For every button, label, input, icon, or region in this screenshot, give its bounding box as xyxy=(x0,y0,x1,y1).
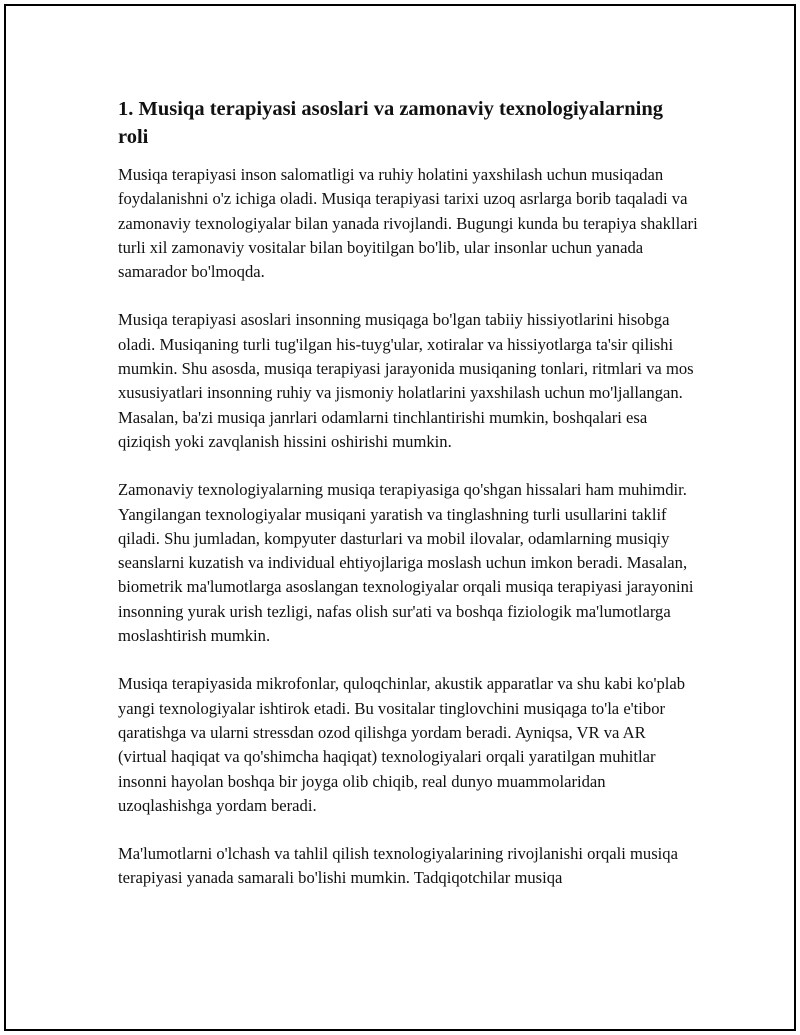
section-heading: 1. Musiqa terapiyasi asoslari va zamonaviy texnologiyalarning roli xyxy=(118,98,663,148)
document-body xyxy=(118,95,698,915)
paragraph-5: Ma'lumotlarni o'lchash va tahlil qilish texnologiyalarining rivojlanishi orqali musiqa terapiyasi yanada samarali bo'lishi mumkin. Tadqiqotchilar musiqa xyxy=(118,844,678,888)
paragraph-4: Musiqa terapiyasida mikrofonlar, quloqchinlar, akustik apparatlar va shu kabi ko'plab yangi texnologiyalar ishtirok etadi. Bu vositalar tinglovchini musiqaga to'la e'tibor qaratishga va ularni stressdan ozod qilishga yordam beradi. Ayniqsa, VR va AR (virtual haqiqat va qo'shimcha haqiqat) texnologiyalari orqali yaratilgan muhitlar insonni hayolan boshqa bir joyga olib chiqib, real dunyo muammolaridan uzoqlashishga yordam beradi. xyxy=(118,674,686,815)
paragraph-2: Musiqa terapiyasi asoslari insonning musiqaga bo'lgan tabiiy hissiyotlarini hisobga oladi. Musiqaning turli tug'ilgan his-tuyg'ular, xotiralar va hissiyotlarga ta'sir qilishi mumkin. Shu asosda, musiqa terapiyasi jarayonida musiqaning tonlari, ritmlari va mos xususiyatlari insonning ruhiy va jismoniy holatlarini yaxshilash uchun mo'ljallangan. Masalan, ba'zi musiqa janrlari odamlarni tinchlantirishi mumkin, boshqalari esa qiziqish yoki zavqlanish hissini oshirishi mumkin. xyxy=(118,310,694,451)
paragraph-3: Zamonaviy texnologiyalarning musiqa terapiyasiga qo'shgan hissalari ham muhimdir. Yangilangan texnologiyalar musiqani yaratish va tinglashning turli usullarini taklif qiladi. Shu jumladan, kompyuter dasturlari va mobil ilovalar, odamlarning musiqiy seanslarni kuzatish va individual ehtiyojlariga moslash uchun imkon beradi. Masalan, biometrik ma'lumotlarga asoslangan texnologiyalar orqali musiqa terapiyasi jarayonini insonning yurak urish tezligi, nafas olish sur'ati va boshqa fiziologik ma'lumotlarga moslashtirish mumkin. xyxy=(118,480,694,646)
paragraph-1: Musiqa terapiyasi inson salomatligi va ruhiy holatini yaxshilash uchun musiqadan foydalanishni o'z ichiga oladi. Musiqa terapiyasi tarixi uzoq asrlarga borib taqaladi va zamonaviy texnologiyalar bilan yanada rivojlandi. Bugungi kunda bu terapiya shakllari turli xil zamonaviy vositalar bilan boyitilgan bo'lib, ular insonlar uchun yanada samarador bo'lmoqda. xyxy=(118,165,698,282)
